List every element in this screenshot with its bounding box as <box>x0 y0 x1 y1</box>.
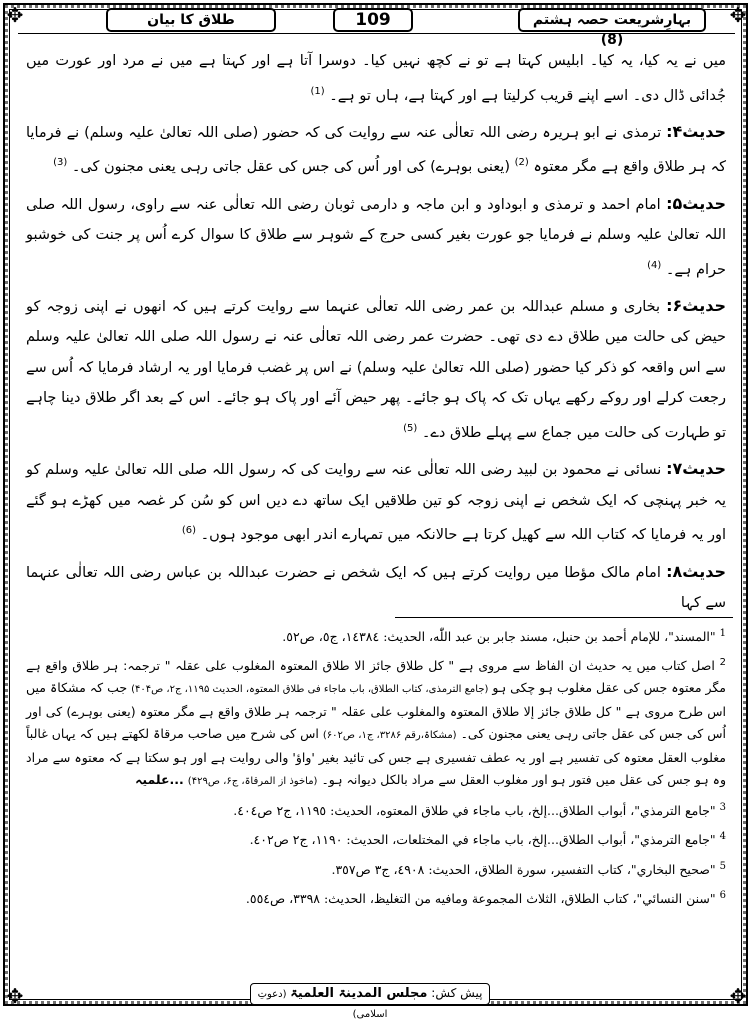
book-title: بہارِشریعت حصہ ہشتم (8) <box>518 8 706 32</box>
footnote-source: (جامع الترمذی، کتاب الطلاق، باب ماجاء فی طلاق المعتوہ، الحدیث ۱۱۹۵، ج۲، ص۴۰۴) <box>131 684 489 696</box>
footnote-text: اصل کتاب میں یہ حدیث ان الفاظ سے مروی ہے " کل طلاق جائز الا طلاق المعتوہ المغلوب علی عقلہ " ترجمہ: ہر طلاق واقع ہے مگر معتوہ جس کی عقل مغلوب ہو چکی ہو <box>26 658 726 696</box>
footer-publisher: مجلس المدینۃ العلمیۃ <box>290 986 428 1001</box>
footnote-3 <box>26 797 726 822</box>
corner-ornament-icon: ✥ <box>729 984 747 1008</box>
hadith-text: ترمذی نے ابو ہریرہ رضی اللہ تعالٰی عنہ سے روایت کی کہ حضور (صلی اللہ تعالیٰ علیہ وسلم) نے فرمایا کہ ہر طلاق واقع ہے مگر معتوہ <box>26 124 726 176</box>
footnote-ref[interactable]: (1) <box>310 85 325 97</box>
hadith-5 <box>26 189 726 285</box>
footnote-text: جب کہ مشکاۃ میں اس طرح مروی ہے " کل طلاق جائز إلا طلاق المعتوہ والمغلوب علی عقلہ " ترجمہ ہر طلاق واقع ہے مگر معتوہ (یعنی بوہرے) کی اور اُس کی جس کی عقل جاتی رہی یعنی مجنون کی۔ <box>26 680 726 742</box>
hadith-label: حدیث۷: <box>666 459 726 479</box>
footnote-ref[interactable]: (4) <box>647 259 662 271</box>
footnote-ref[interactable]: (6) <box>181 525 197 537</box>
footnote-ref[interactable]: (5) <box>403 422 418 434</box>
hadith-8 <box>26 557 726 619</box>
header-rule <box>18 33 735 34</box>
footnote-number: 2 <box>719 657 726 669</box>
footer-presenter: پیش کش: <box>431 986 483 1000</box>
hadith-text: امام احمد و ترمذی و ابوداود و ابن ماجہ و دارمی ثوبان رضی اللہ تعالٰی عنہ سے راوی، رسول اللہ صلی اللہ تعالیٰ علیہ وسلم نے فرمایا جو عورت بغیر کسی حرج کے شوہر سے طلاق کا سوال کرے اُس پر جنت کی خوشبو حرام ہے۔ <box>26 196 726 278</box>
footnote-signature: ...علمیہ <box>135 772 184 788</box>
page-footer <box>250 983 490 1020</box>
footnotes <box>26 623 726 914</box>
footnote-number: 5 <box>719 860 726 872</box>
corner-ornament-icon: ✥ <box>6 3 24 27</box>
hadith-text: (یعنی بوہرے) کی اور اُس کی جس کی عقل جاتی رہی یعنی مجنون کی۔ <box>71 159 511 176</box>
corner-ornament-icon: ✥ <box>6 984 24 1008</box>
hadith-text: امام مالک مؤطا میں روایت کرتے ہیں کہ ایک شخص نے حضرت عبداللہ بن عباس رضی اللہ تعالٰی عنہما سے کہا <box>26 564 726 612</box>
hadith-label: حدیث۵: <box>666 193 726 213</box>
footer-subtitle: (دعوتِ اسلامی) <box>257 989 388 1020</box>
footnote-text: "المسند"، للإمام أحمد بن حنبل، مسند جابر بن عبد اللّٰه، الحديث: ١٤٣٨٤، ج٥، ص٥٢. <box>282 629 716 645</box>
footnote-number: 3 <box>719 802 726 814</box>
footnote-text: "سنن النسائي"، كتاب الطلاق، الثلاث المجموعة ومافيه من التغليظ، الحديث: ٣٣٩٨، ص٥٥٤. <box>245 890 716 906</box>
footnote-4 <box>26 826 726 851</box>
main-text <box>26 46 726 625</box>
footnote-text: اس کی شرح میں صاحب مرقاۃ لکھتے ہیں کہ یہاں غالباً مغلوب العقل معتوہ کی تفسیر ہے اور یہ عطف تفسیری ہے جس کی تائید بغیر 'واؤ' والی روایت ہے اور ہو سکتا ہے کہ معتوہ سے مراد وہ ہو جس کی عقل میں فتور ہو اور مغلوب العقل سے مراد بالکل دیوانہ ہو۔ <box>26 726 726 788</box>
footnote-1 <box>26 623 726 648</box>
hadith-text: نسائی نے محمود بن لبید رضی اللہ تعالٰی عنہ سے روایت کی کہ رسول اللہ صلی اللہ تعالیٰ علیہ وسلم کو یہ خبر پہنچی کہ ایک شخص نے اپنی زوجہ کو تین طلاقیں ایک ساتھ دے دیں اس کو سُن کر غصہ میں کھڑے ہو گئے اور یہ فرمایا کہ کتاب اللہ سے کھیل کرتا ہے حالانکہ میں تمہارے اندر ابھی موجود ہوں۔ <box>26 462 726 544</box>
paragraph <box>26 46 726 111</box>
hadith-label: حدیث۸: <box>666 561 726 581</box>
footnote-5 <box>26 856 726 881</box>
page-header <box>18 8 735 48</box>
footnote-text: "جامع الترمذي"، أبواب الطلاق...إلخ، باب ماجاء في المختلعات، الحديث: ١١٩٠، ج٢ ص٤٠٢. <box>249 832 716 848</box>
paragraph-text: میں نے یہ کیا، یہ کیا۔ ابلیس کہتا ہے تو نے کچھ نہیں کیا۔ دوسرا آتا ہے اور کہتا ہے میں نے مرد اور عورت میں جُدائی ڈال دی۔ اسے اپنے قریب کرلیتا ہے اور کہتا ہے، ہاں تو ہے۔ <box>26 53 726 104</box>
hadith-label: حدیث۴: <box>666 121 726 141</box>
footnote-number: 4 <box>719 831 726 843</box>
footnote-6 <box>26 885 726 910</box>
hadith-4 <box>26 117 726 183</box>
footnote-text: "صحيح البخاري"، كتاب التفسير، سورة الطلاق، الحديث: ٤٩٠٨، ج٣ ص٣٥٧. <box>331 861 716 877</box>
chapter-topic: طلاق کا بیان <box>106 8 276 32</box>
footnote-source: (مشکاۃ،رقم ۳۲۸۶، ج۱، ص۶۰۲) <box>322 730 457 742</box>
footnote-source: (ماخوذ از المرقاۃ، ج۶، ص۴۲۹) <box>187 776 318 788</box>
footnote-2 <box>26 652 726 793</box>
page-number: 109 <box>333 8 413 32</box>
hadith-label: حدیث۶: <box>666 295 727 315</box>
footnote-ref[interactable]: (2) <box>514 157 529 169</box>
corner-ornament-icon: ✥ <box>729 3 747 27</box>
footnote-number: 1 <box>719 628 726 639</box>
hadith-text: بخاری و مسلم عبداللہ بن عمر رضی اللہ تعالٰی عنہما سے روایت کرتے ہیں کہ انھوں نے اپنی زوجہ کو حیض کی حالت میں طلاق دے دی تھی۔ حضرت عمر رضی اللہ تعالٰی عنہ نے رسول اللہ صلی اللہ تعالیٰ علیہ وسلم سے اس واقعہ کو ذکر کیا حضور (صلی اللہ تعالیٰ علیہ وسلم) نے اس پر غضب فرمایا اور یہ ارشاد فرمایا کہ اُس سے رجعت کرلے اور روکے رکھے یہاں تک کہ پاک ہو جائے۔ پھر حیض آئے اور پاک ہو جائے۔ اس کے بعد اگر طلاق دینا چاہے تو طہارت کی حالت میں جماع سے پہلے طلاق دے۔ <box>26 298 726 441</box>
footnote-text: "جامع الترمذي"، أبواب الطلاق...إلخ، باب ماجاء في طلاق المعتوه، الحديث: ١١٩٥، ج٢ ص٤٠٤. <box>233 803 716 819</box>
footnote-number: 6 <box>719 889 726 901</box>
hadith-7 <box>26 454 726 550</box>
footnote-separator <box>395 617 733 618</box>
hadith-6 <box>26 291 726 448</box>
footnote-ref[interactable]: (3) <box>53 157 68 169</box>
